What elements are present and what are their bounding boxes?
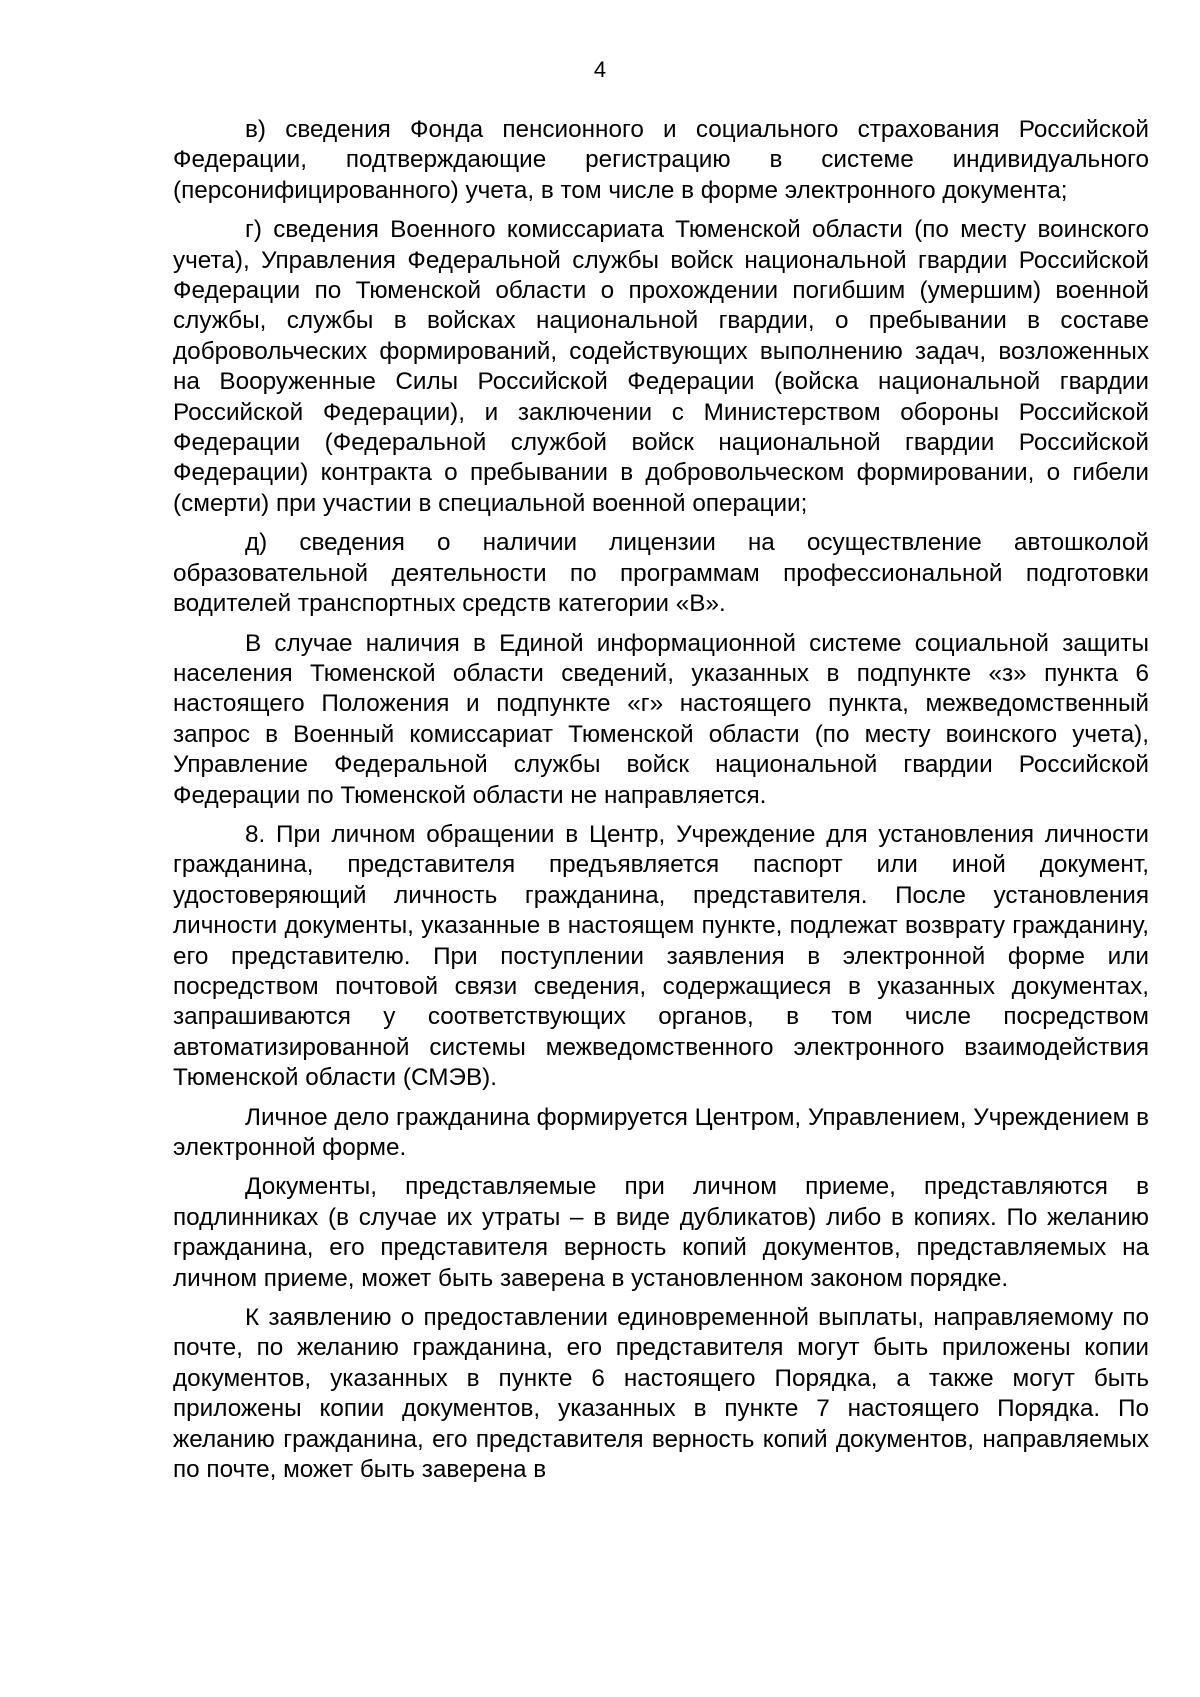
paragraph-clause-8: 8. При личном обращении в Центр, Учреждение для установления личности гражданина, представителя предъявляется паспорт или иной документ, удостоверяющий личность гражданина, представителя. После установления личности документы, указанные в настоящем пункте, подлежат возврату гражданину, его представителю. При поступлении заявления в электронной форме или посредством почтовой связи сведения, содержащиеся в указанных документах, запрашиваются у соответствующих органов, в том числе посредством автоматизированной системы межведомственного электронного взаимодействия Тюменской области (СМЭВ). <box>173 820 1149 1092</box>
paragraph-item-g: г) сведения Военного комиссариата Тюменской области (по месту воинского учета), Управления Федеральной службы войск национальной гвардии Российской Федерации по Тюменской области о прохождении погибшим (умершим) военной службы, службы в войсках национальной гвардии, о пребывании в составе добровольческих формирований, содействующих выполнению задач, возложенных на Вооруженные Силы Российской Федерации (войска национальной гвардии Российской Федерации), и заключении с Министерством обороны Российской Федерации (Федеральной службой войск национальной гвардии Российской Федерации) контракта о пребывании в добровольческом формировании, о гибели (смерти) при участии в специальной военной операции; <box>173 216 1149 517</box>
document-body <box>173 115 1149 1494</box>
page-number: 4 <box>593 57 607 82</box>
paragraph-documents-in-person: Документы, представляемые при личном приеме, представляются в подлинниках (в случае их утраты – в виде дубликатов) либо в копиях. По желанию гражданина, его представителя верность копий документов, представляемых на личном приеме, может быть заверена в установленном законом порядке. <box>173 1173 1149 1292</box>
paragraph-interagency-request: В случае наличия в Единой информационной системе социальной защиты населения Тюменской области сведений, указанных в подпункте «з» пункта 6 настоящего Положения и подпункте «г» настоящего пункта, межведомственный запрос в Военный комиссариат Тюменской области (по месту воинского учета), Управление Федеральной службы войск национальной гвардии Российской Федерации по Тюменской области не направляется. <box>173 629 1149 809</box>
paragraph-item-d: д) сведения о наличии лицензии на осуществление автошколой образовательной деятельности по программам профессиональной подготовки водителей транспортных средств категории «В». <box>173 529 1149 618</box>
paragraph-item-v: в) сведения Фонда пенсионного и социального страхования Российской Федерации, подтверждающие регистрацию в системе индивидуального (персонифицированного) учета, в том числе в форме электронного документа; <box>173 116 1149 204</box>
paragraph-documents-by-mail: К заявлению о предоставлении единовременной выплаты, направляемому по почте, по желанию гражданина, его представителя могут быть приложены копии документов, указанных в пункте 6 настоящего Порядка, а также могут быть приложены копии документов, указанных в пункте 7 настоящего Порядка. По желанию гражданина, его представителя верность копий документов, направляемых по почте, может быть заверена в <box>173 1304 1149 1484</box>
paragraph-personal-file: Личное дело гражданина формируется Центром, Управлением, Учреждением в электронной форме. <box>173 1103 1149 1161</box>
